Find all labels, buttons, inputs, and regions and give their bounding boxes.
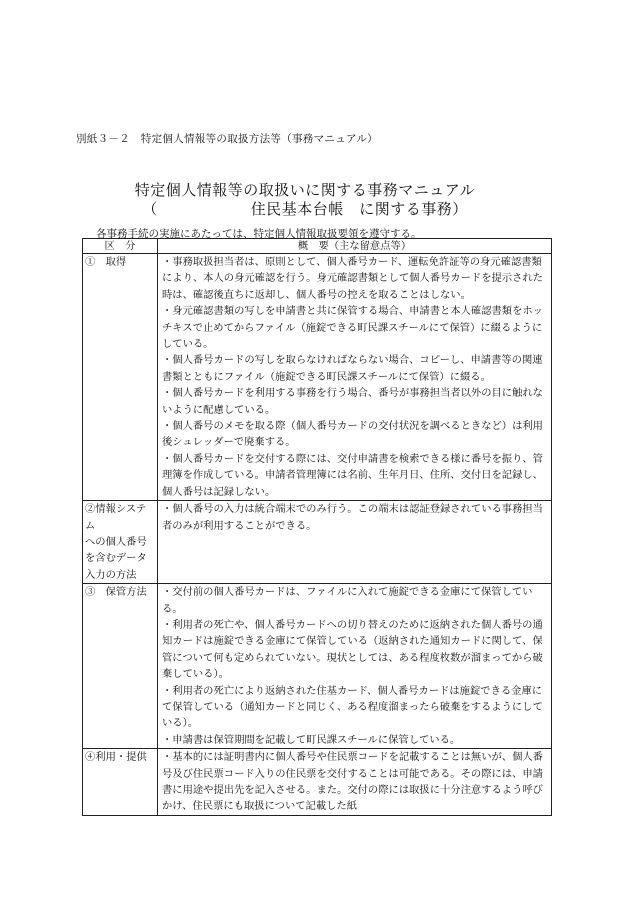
category-label: ④利用・提供 (85, 751, 147, 764)
row-category (83, 584, 158, 749)
summary-paragraph: ・事務取扱担当者は、原則として、個人番号カード、運転免許証等の身元確認書類により、本人の身元確認を行う。身元確認書類として個人番号カードを提示された時は、確認後直ちに返却し、個人番号の控えを取ることはしない。 (162, 256, 543, 301)
attachment-label: 別紙３－２ 特定個人情報等の取扱方法等（事務マニュアル） (76, 133, 378, 145)
summary-paragraph: ・個人番号カードを利用する事務を行う場合、番号が事務担当者以外の目に触れないように配慮している。 (162, 387, 543, 416)
summary-paragraph: ・個人番号カードの写しを取らなければならない場合、コピーし、申請書等の関連書類とともにファイル（施錠できる町民課スチールにて保管）に綴る。 (162, 354, 543, 383)
row-category (83, 501, 158, 584)
category-label: ① 取得 (85, 256, 127, 268)
row-summary (158, 749, 552, 816)
summary-paragraph: ・利用者の死亡により返納された住基カード、個人番号カードは施錠できる金庫にて保管している（通知カードと同じく、ある程度溜まったら破棄をするようにしている）。 (162, 684, 543, 730)
document-title: 特定個人情報等の取扱いに関する事務マニュアル (134, 181, 476, 199)
header-summary: 概 要（主な留意点等） (158, 239, 552, 254)
summary-paragraph: ・基本的には証明書内に個人番号や住民票コードを記載することは無いが、個人番号及び住民票コード入りの住民票を交付することは可能である。その際には、申請書に用途や提出先を記入させる。また。交付の際には取扱に十分注意するよう呼びかけ、住民票にも取扱について記載した紙 (162, 751, 543, 813)
table-row (83, 749, 552, 816)
row-summary (158, 254, 552, 501)
summary-paragraph: ・身元確認書類の写しを申請書と共に保管する場合、申請書と本人確認書類をホッチキスで止めてからファイル（施錠できる町民課スチールにて保管）に綴るようにしている。 (162, 305, 543, 351)
category-label: ③ 保管方法 (85, 586, 147, 599)
summary-paragraph: ・個人番号のメモを取る際（個人番号カードの交付状況を調べるときなど）は利用後シュレッダーで廃棄する。 (162, 420, 543, 449)
table-header-row (83, 239, 552, 254)
document-subtitle: （ 住民基本台帳 に関する事務） (142, 200, 468, 218)
category-label: ②情報システム への個人番号 を含むデータ 入力の方法 (85, 503, 147, 581)
procedure-table (82, 238, 552, 816)
summary-paragraph: ・個人番号の入力は統合端末でのみ行う。この端末は認証登録されている事務担当者のみが利用することができる。 (162, 503, 543, 532)
summary-paragraph: ・個人番号カードを交付する際には、交付申請書を検索できる様に番号を振り、管理簿を作成している。申請者管理簿には名前、生年月日、住所、交付日を記録し、個人番号は記録しない。 (162, 452, 543, 498)
row-summary (158, 501, 552, 584)
header-category: 区 分 (83, 239, 158, 254)
table-body (83, 254, 552, 816)
summary-paragraph: ・申請書は保管期間を記載して町民課スチールに保管している。 (162, 733, 461, 746)
summary-paragraph: ・交付前の個人番号カードは、ファイルに入れて施錠できる金庫にて保管している。 (162, 586, 533, 615)
table-row (83, 501, 552, 584)
table-row (83, 254, 552, 501)
table-row (83, 584, 552, 749)
intro-text: 各事務手続の実施にあたっては、特定個人情報取扱要領を遵守する。 (96, 228, 422, 240)
summary-paragraph: ・利用者の死亡や、個人番号カードへの切り替えのために返納された個人番号の通知カードは施錠できる金庫にて保管している（返納された通知カードに関して、保管について何も定められていない。現状としては、ある程度枚数が溜まってから破棄している）。 (162, 618, 543, 681)
row-category (83, 749, 158, 816)
row-summary (158, 584, 552, 749)
row-category (83, 254, 158, 501)
